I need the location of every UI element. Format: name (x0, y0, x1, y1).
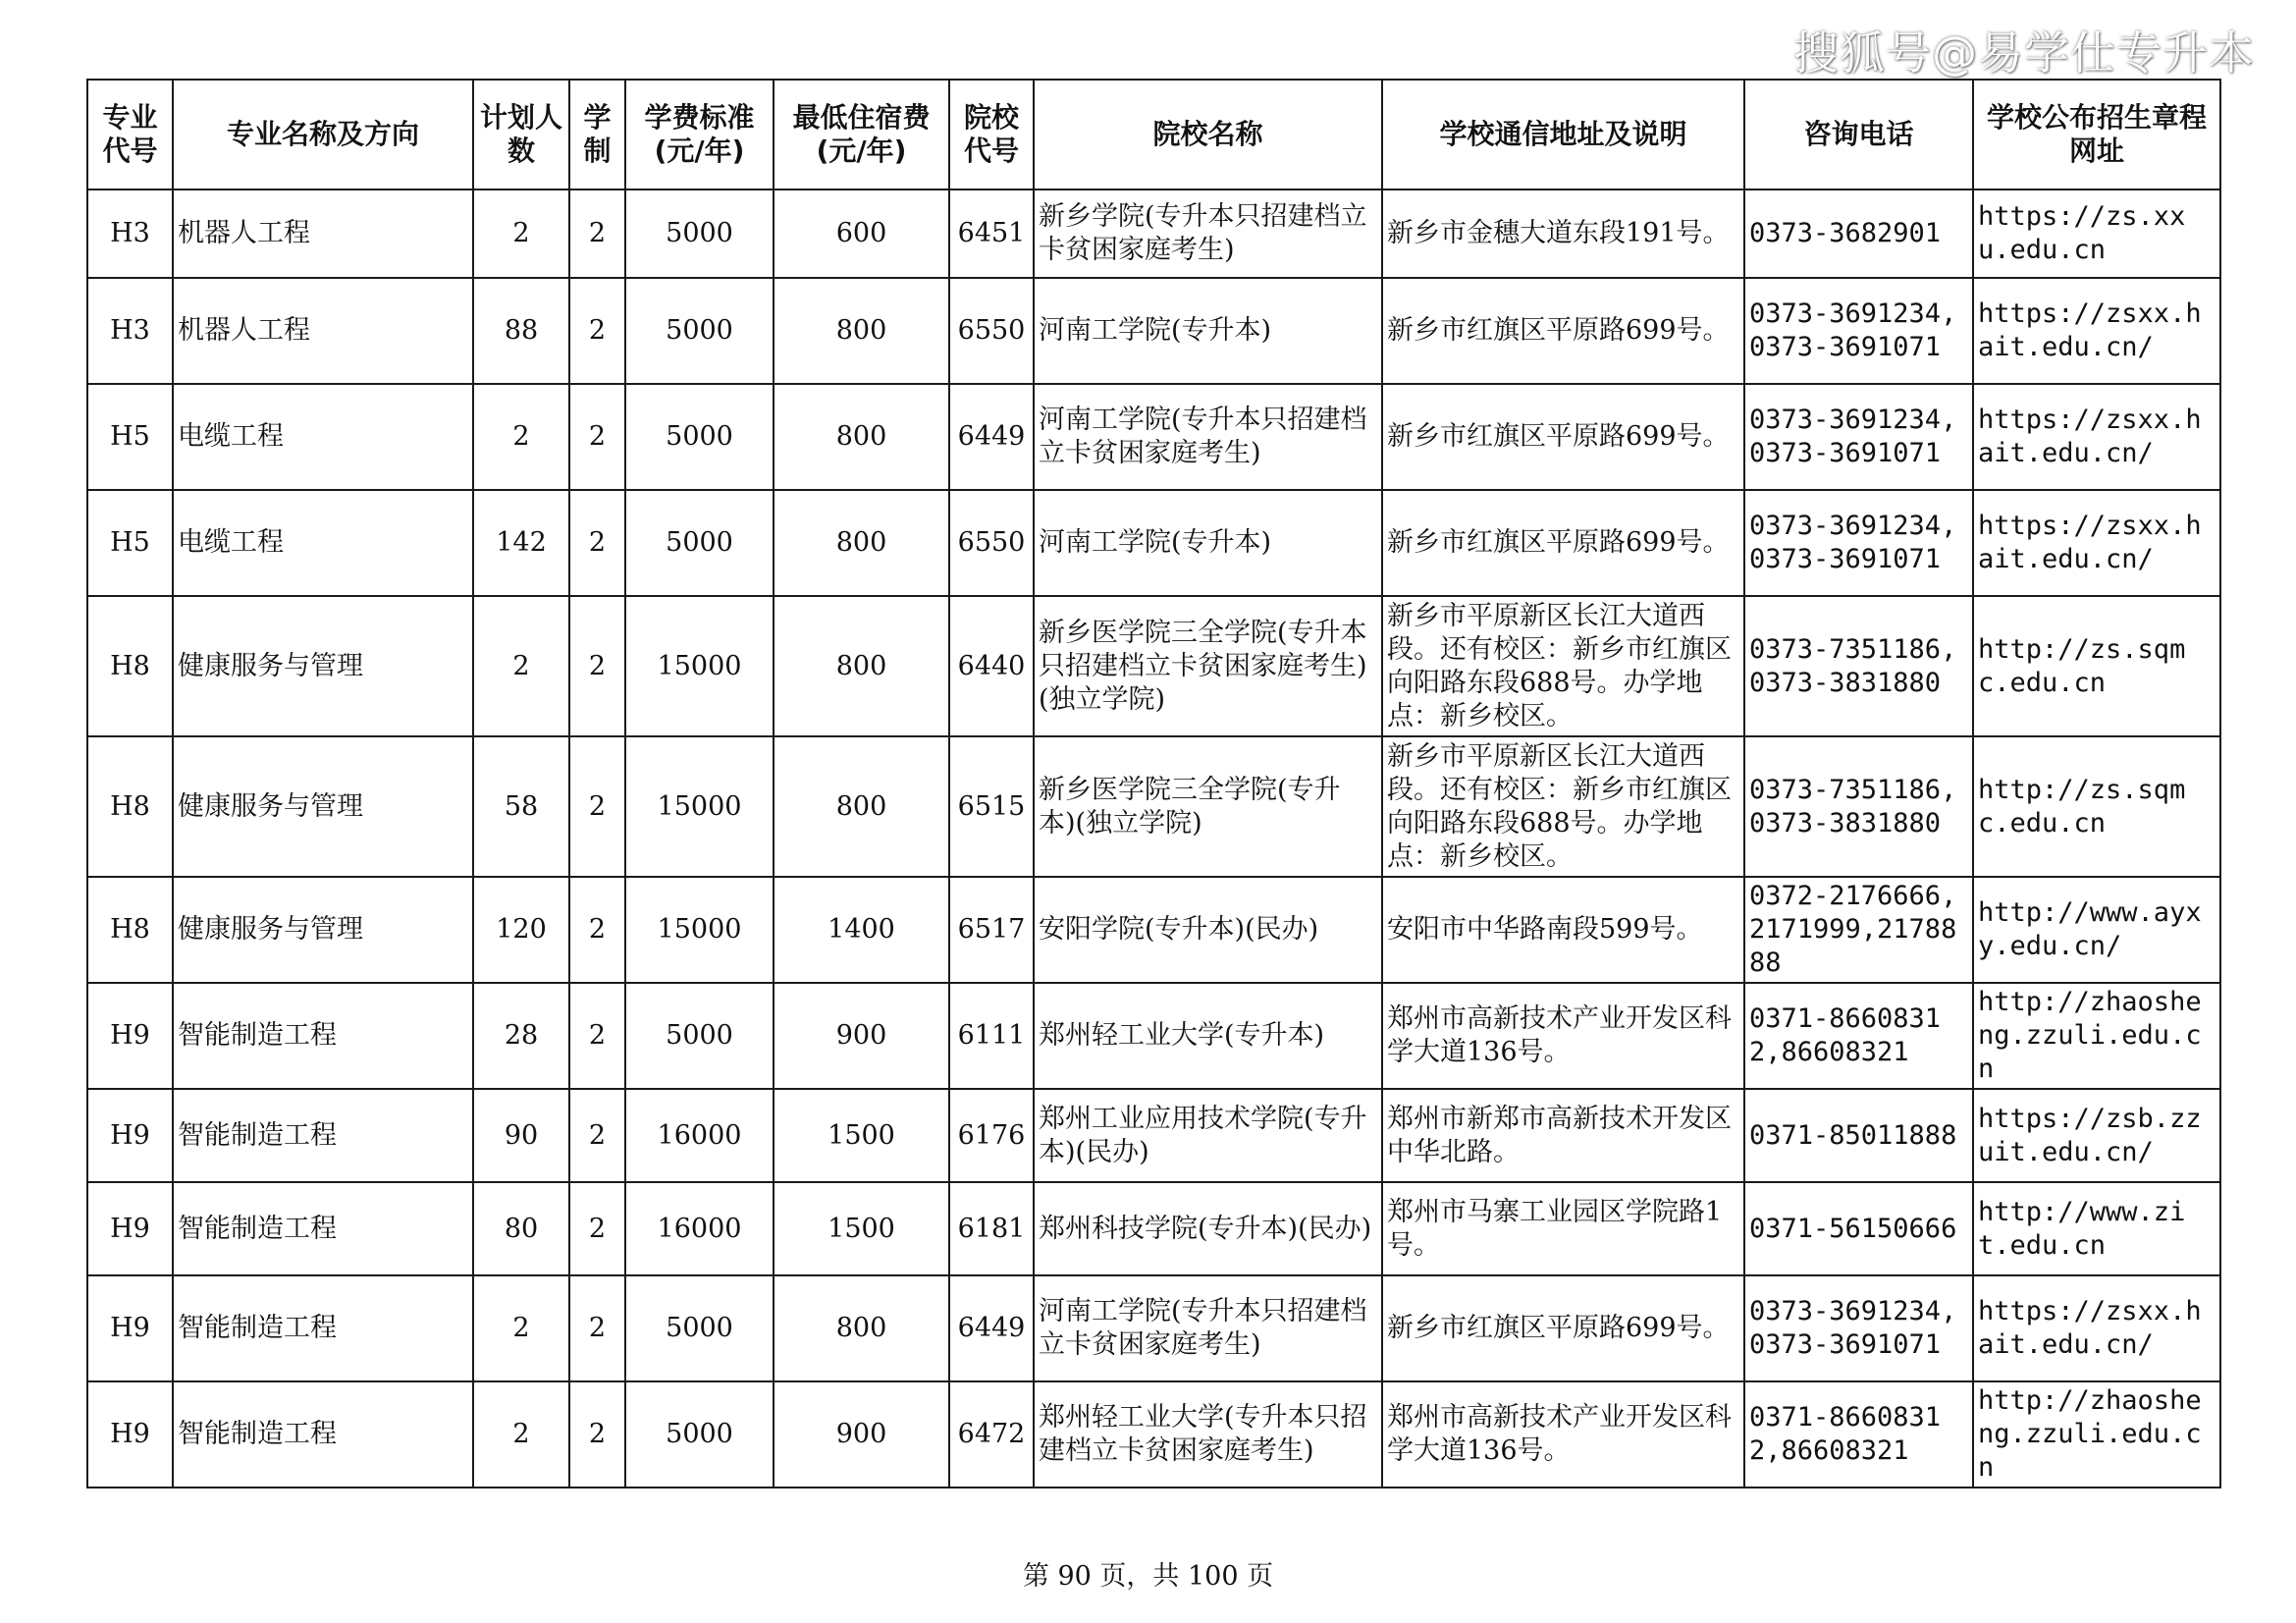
table-row (87, 490, 2220, 596)
school-code-cell: 6472 (949, 1381, 1034, 1488)
table-row (87, 596, 2220, 736)
dorm-fee-cell: 900 (774, 983, 949, 1089)
major-code-cell: H9 (87, 983, 173, 1089)
header-major-name: 专业名称及方向 (173, 80, 473, 189)
table-row (87, 1089, 2220, 1182)
plan-count-cell: 88 (473, 278, 569, 384)
school-code-cell: 6181 (949, 1182, 1034, 1275)
major-code-cell: H9 (87, 1275, 173, 1381)
tuition-cell: 5000 (625, 490, 774, 596)
plan-count-cell: 58 (473, 736, 569, 877)
major-code-cell: H8 (87, 877, 173, 983)
dorm-fee-cell: 800 (774, 490, 949, 596)
website-cell: https://zsxx.hait.edu.cn/ (1973, 384, 2220, 490)
duration-cell: 2 (569, 736, 625, 877)
school-name-cell: 新乡医学院三全学院(专升本只招建档立卡贫困家庭考生)(独立学院) (1034, 596, 1382, 736)
major-name-cell: 健康服务与管理 (173, 596, 473, 736)
address-cell: 新乡市红旗区平原路699号。 (1382, 278, 1744, 384)
table-row (87, 384, 2220, 490)
school-code-cell: 6550 (949, 278, 1034, 384)
dorm-fee-cell: 1500 (774, 1182, 949, 1275)
table-row (87, 189, 2220, 278)
major-code-cell: H5 (87, 384, 173, 490)
phone-cell: 0373-3691234,0373-3691071 (1744, 278, 1973, 384)
school-name-cell: 河南工学院(专升本) (1034, 490, 1382, 596)
header-school-name: 院校名称 (1034, 80, 1382, 189)
website-cell: https://zsb.zzuit.edu.cn/ (1973, 1089, 2220, 1182)
address-cell: 新乡市金穗大道东段191号。 (1382, 189, 1744, 278)
dorm-fee-cell: 1500 (774, 1089, 949, 1182)
website-cell: https://zsxx.hait.edu.cn/ (1973, 1275, 2220, 1381)
dorm-fee-cell: 800 (774, 596, 949, 736)
major-name-cell: 智能制造工程 (173, 983, 473, 1089)
school-name-cell: 河南工学院(专升本只招建档立卡贫困家庭考生) (1034, 1275, 1382, 1381)
header-major-code: 专业代号 (87, 80, 173, 189)
tuition-cell: 15000 (625, 736, 774, 877)
header-website: 学校公布招生章程网址 (1973, 80, 2220, 189)
school-name-cell: 郑州轻工业大学(专升本只招建档立卡贫困家庭考生) (1034, 1381, 1382, 1488)
major-code-cell: H9 (87, 1381, 173, 1488)
address-cell: 郑州市新郑市高新技术开发区中华北路。 (1382, 1089, 1744, 1182)
plan-count-cell: 2 (473, 189, 569, 278)
table-row (87, 278, 2220, 384)
major-name-cell: 健康服务与管理 (173, 736, 473, 877)
duration-cell: 2 (569, 278, 625, 384)
address-cell: 新乡市平原新区长江大道西段。还有校区：新乡市红旗区向阳路东段688号。办学地点：新乡校区。 (1382, 596, 1744, 736)
duration-cell: 2 (569, 983, 625, 1089)
header-phone: 咨询电话 (1744, 80, 1973, 189)
school-name-cell: 安阳学院(专升本)(民办) (1034, 877, 1382, 983)
enrollment-plan-table (86, 79, 2221, 1488)
tuition-cell: 5000 (625, 1381, 774, 1488)
dorm-fee-cell: 800 (774, 278, 949, 384)
major-name-cell: 健康服务与管理 (173, 877, 473, 983)
phone-cell: 0373-3691234,0373-3691071 (1744, 490, 1973, 596)
plan-count-cell: 80 (473, 1182, 569, 1275)
header-school-code: 院校代号 (949, 80, 1034, 189)
tuition-cell: 16000 (625, 1182, 774, 1275)
tuition-cell: 5000 (625, 278, 774, 384)
school-name-cell: 郑州科技学院(专升本)(民办) (1034, 1182, 1382, 1275)
school-code-cell: 6517 (949, 877, 1034, 983)
school-code-cell: 6550 (949, 490, 1034, 596)
school-code-cell: 6111 (949, 983, 1034, 1089)
plan-count-cell: 2 (473, 1275, 569, 1381)
duration-cell: 2 (569, 1275, 625, 1381)
table-row (87, 983, 2220, 1089)
school-name-cell: 新乡学院(专升本只招建档立卡贫困家庭考生) (1034, 189, 1382, 278)
address-cell: 安阳市中华路南段599号。 (1382, 877, 1744, 983)
tuition-cell: 15000 (625, 596, 774, 736)
page-number: 第 90 页，共 100 页 (1022, 1561, 1274, 1592)
duration-cell: 2 (569, 1381, 625, 1488)
major-code-cell: H8 (87, 736, 173, 877)
dorm-fee-cell: 900 (774, 1381, 949, 1488)
major-name-cell: 智能制造工程 (173, 1182, 473, 1275)
duration-cell: 2 (569, 877, 625, 983)
school-name-cell: 河南工学院(专升本) (1034, 278, 1382, 384)
website-cell: http://zhaosheng.zzuli.edu.cn (1973, 983, 2220, 1089)
major-code-cell: H3 (87, 278, 173, 384)
website-cell: http://www.zit.edu.cn (1973, 1182, 2220, 1275)
table-row (87, 1381, 2220, 1488)
phone-cell: 0371-86608312,86608321 (1744, 1381, 1973, 1488)
table-body (87, 189, 2220, 1488)
header-duration: 学制 (569, 80, 625, 189)
tuition-cell: 5000 (625, 384, 774, 490)
phone-cell: 0371-86608312,86608321 (1744, 983, 1973, 1089)
address-cell: 新乡市平原新区长江大道西段。还有校区：新乡市红旗区向阳路东段688号。办学地点：新乡校区。 (1382, 736, 1744, 877)
address-cell: 新乡市红旗区平原路699号。 (1382, 384, 1744, 490)
address-cell: 郑州市马寨工业园区学院路1号。 (1382, 1182, 1744, 1275)
plan-count-cell: 2 (473, 384, 569, 490)
dorm-fee-cell: 1400 (774, 877, 949, 983)
phone-cell: 0373-7351186,0373-3831880 (1744, 596, 1973, 736)
major-name-cell: 智能制造工程 (173, 1381, 473, 1488)
duration-cell: 2 (569, 384, 625, 490)
tuition-cell: 5000 (625, 1275, 774, 1381)
major-name-cell: 机器人工程 (173, 189, 473, 278)
watermark-text: 搜狐号@易学仕专升本 (1793, 27, 2255, 80)
school-code-cell: 6449 (949, 384, 1034, 490)
dorm-fee-cell: 800 (774, 384, 949, 490)
school-name-cell: 郑州轻工业大学(专升本) (1034, 983, 1382, 1089)
table-row (87, 1275, 2220, 1381)
tuition-cell: 16000 (625, 1089, 774, 1182)
school-code-cell: 6451 (949, 189, 1034, 278)
phone-cell: 0371-56150666 (1744, 1182, 1973, 1275)
plan-count-cell: 2 (473, 1381, 569, 1488)
website-cell: http://www.ayxy.edu.cn/ (1973, 877, 2220, 983)
table-row (87, 877, 2220, 983)
major-code-cell: H9 (87, 1182, 173, 1275)
major-code-cell: H3 (87, 189, 173, 278)
school-code-cell: 6515 (949, 736, 1034, 877)
major-name-cell: 电缆工程 (173, 384, 473, 490)
major-code-cell: H8 (87, 596, 173, 736)
phone-cell: 0371-85011888 (1744, 1089, 1973, 1182)
dorm-fee-cell: 800 (774, 1275, 949, 1381)
header-plan-count: 计划人数 (473, 80, 569, 189)
plan-count-cell: 2 (473, 596, 569, 736)
plan-count-cell: 28 (473, 983, 569, 1089)
address-cell: 新乡市红旗区平原路699号。 (1382, 490, 1744, 596)
website-cell: https://zsxx.hait.edu.cn/ (1973, 490, 2220, 596)
duration-cell: 2 (569, 490, 625, 596)
table-header-row (87, 80, 2220, 189)
school-code-cell: 6440 (949, 596, 1034, 736)
website-cell: https://zs.xxu.edu.cn (1973, 189, 2220, 278)
major-name-cell: 智能制造工程 (173, 1275, 473, 1381)
table-row (87, 736, 2220, 877)
major-name-cell: 机器人工程 (173, 278, 473, 384)
major-name-cell: 智能制造工程 (173, 1089, 473, 1182)
plan-count-cell: 142 (473, 490, 569, 596)
dorm-fee-cell: 600 (774, 189, 949, 278)
phone-cell: 0373-3682901 (1744, 189, 1973, 278)
phone-cell: 0373-7351186,0373-3831880 (1744, 736, 1973, 877)
phone-cell: 0373-3691234,0373-3691071 (1744, 384, 1973, 490)
school-code-cell: 6176 (949, 1089, 1034, 1182)
school-name-cell: 新乡医学院三全学院(专升本)(独立学院) (1034, 736, 1382, 877)
duration-cell: 2 (569, 596, 625, 736)
duration-cell: 2 (569, 1089, 625, 1182)
address-cell: 郑州市高新技术产业开发区科学大道136号。 (1382, 983, 1744, 1089)
major-code-cell: H9 (87, 1089, 173, 1182)
website-cell: http://zs.sqmc.edu.cn (1973, 736, 2220, 877)
table-row (87, 1182, 2220, 1275)
tuition-cell: 15000 (625, 877, 774, 983)
plan-count-cell: 120 (473, 877, 569, 983)
phone-cell: 0373-3691234,0373-3691071 (1744, 1275, 1973, 1381)
header-address: 学校通信地址及说明 (1382, 80, 1744, 189)
duration-cell: 2 (569, 189, 625, 278)
address-cell: 新乡市红旗区平原路699号。 (1382, 1275, 1744, 1381)
duration-cell: 2 (569, 1182, 625, 1275)
website-cell: https://zsxx.hait.edu.cn/ (1973, 278, 2220, 384)
header-tuition: 学费标准(元/年) (625, 80, 774, 189)
website-cell: http://zs.sqmc.edu.cn (1973, 596, 2220, 736)
tuition-cell: 5000 (625, 983, 774, 1089)
major-name-cell: 电缆工程 (173, 490, 473, 596)
school-name-cell: 河南工学院(专升本只招建档立卡贫困家庭考生) (1034, 384, 1382, 490)
plan-count-cell: 90 (473, 1089, 569, 1182)
school-name-cell: 郑州工业应用技术学院(专升本)(民办) (1034, 1089, 1382, 1182)
major-code-cell: H5 (87, 490, 173, 596)
header-dorm-fee: 最低住宿费(元/年) (774, 80, 949, 189)
school-code-cell: 6449 (949, 1275, 1034, 1381)
website-cell: http://zhaosheng.zzuli.edu.cn (1973, 1381, 2220, 1488)
address-cell: 郑州市高新技术产业开发区科学大道136号。 (1382, 1381, 1744, 1488)
phone-cell: 0372-2176666,2171999,2178888 (1744, 877, 1973, 983)
dorm-fee-cell: 800 (774, 736, 949, 877)
tuition-cell: 5000 (625, 189, 774, 278)
